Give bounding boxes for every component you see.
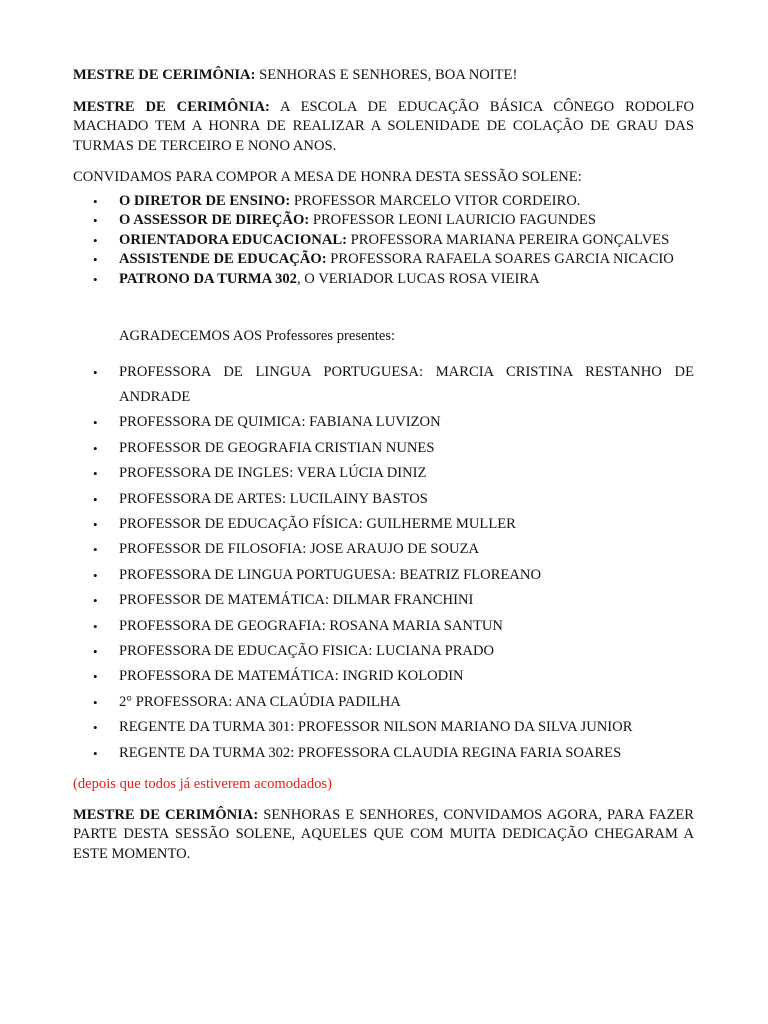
paragraph-greeting bbox=[73, 66, 694, 86]
list-item-text: PROFESSORA DE EDUCAÇÃO FISICA: LUCIANA PRADO bbox=[119, 642, 495, 659]
bullet: • bbox=[93, 516, 98, 532]
list-item-role: O DIRETOR DE ENSINO: bbox=[119, 192, 291, 209]
list-item-text: REGENTE DA TURMA 301: PROFESSOR NILSON MARIANO DA SILVA JUNIOR bbox=[119, 719, 633, 736]
list-item bbox=[73, 487, 694, 512]
list-item-role: O ASSESSOR DE DIREÇÃO: bbox=[119, 212, 310, 228]
list-item bbox=[73, 537, 694, 562]
list-item-text: PROFESSORA DE QUIMICA: FABIANA LUVIZON bbox=[119, 414, 441, 431]
list-item-name: PROFESSORA RAFAELA SOARES GARCIA NICACIO bbox=[326, 251, 674, 267]
list-item-text: PROFESSORA DE INGLES: VERA LÚCIA DINIZ bbox=[119, 465, 427, 482]
list-item-text: PROFESSOR DE FILOSOFIA: JOSE ARAUJO DE SOUZA bbox=[119, 541, 480, 558]
bullet: • bbox=[93, 720, 98, 736]
list-item-text: PROFESSORA DE LINGUA PORTUGUESA: BEATRIZ FLOREANO bbox=[119, 566, 541, 583]
spacer bbox=[73, 289, 694, 327]
list-item bbox=[73, 715, 694, 740]
bullet: • bbox=[93, 466, 98, 482]
list-item-role: ASSISTENDE DE EDUCAÇÃO: bbox=[119, 251, 327, 267]
list-item bbox=[73, 614, 694, 639]
list-item bbox=[73, 211, 694, 231]
list-item bbox=[73, 250, 694, 270]
list-item-text: 2° PROFESSORA: ANA CLAÚDIA PADILHA bbox=[119, 693, 401, 710]
list-item bbox=[73, 690, 694, 715]
bullet: • bbox=[93, 694, 98, 710]
bullet: • bbox=[93, 618, 98, 634]
list-item bbox=[73, 512, 694, 537]
paragraph-closing bbox=[73, 806, 694, 865]
speaker-label: MESTRE DE CERIMÔNIA: bbox=[73, 98, 270, 115]
paragraph-text: A ESCOLA DE EDUCAÇÃO BÁSICA CÔNEGO RODOLFO MACHADO TEM A HONRA DE REALIZAR A SOLENIDADE DE COLAÇÃO DE GRAU DAS TURMAS DE TERCEIRO E NONO ANOS. bbox=[73, 98, 694, 154]
list-item bbox=[73, 639, 694, 664]
stage-note: (depois que todos já estiverem acomodados) bbox=[73, 776, 332, 792]
list-item bbox=[73, 664, 694, 689]
paragraph-invite: CONVIDAMOS PARA COMPOR A MESA DE HONRA DESTA SESSÃO SOLENE: bbox=[73, 169, 582, 185]
list-item bbox=[73, 192, 694, 212]
bullet: • bbox=[93, 213, 98, 228]
list-item bbox=[73, 741, 694, 766]
document-page bbox=[73, 66, 694, 864]
list-item bbox=[73, 563, 694, 588]
list-item bbox=[73, 360, 694, 411]
mesa-list bbox=[73, 192, 694, 290]
list-item bbox=[73, 231, 694, 251]
paragraph-intro bbox=[73, 98, 694, 157]
paragraph-thanks: AGRADECEMOS AOS Professores presentes: bbox=[119, 328, 396, 344]
list-item-text: PROFESSOR DE EDUCAÇÃO FÍSICA: GUILHERME MULLER bbox=[119, 515, 516, 532]
bullet: • bbox=[93, 491, 98, 507]
list-item-text: PROFESSORA DE ARTES: LUCILAINY BASTOS bbox=[119, 490, 428, 507]
list-item bbox=[73, 588, 694, 613]
speaker-label: MESTRE DE CERIMÔNIA: bbox=[73, 67, 256, 83]
paragraph-text: SENHORAS E SENHORES, CONVIDAMOS AGORA, PARA FAZER PARTE DESTA SESSÃO SOLENE, AQUELES QUE COM MUITA DEDICAÇÃO CHEGARAM A ESTE MOMENTO. bbox=[73, 806, 695, 862]
bullet: • bbox=[93, 440, 98, 456]
bullet: • bbox=[93, 542, 98, 558]
list-item-role: PATRONO DA TURMA 302 bbox=[119, 270, 297, 287]
bullet: • bbox=[93, 193, 98, 209]
bullet: • bbox=[93, 232, 98, 248]
list-item bbox=[73, 270, 694, 290]
bullet: • bbox=[93, 415, 98, 431]
list-item-text: PROFESSORA DE MATEMÁTICA: INGRID KOLODIN bbox=[119, 668, 464, 685]
professores-list bbox=[73, 360, 694, 767]
list-item-name: PROFESSOR MARCELO VITOR CORDEIRO. bbox=[290, 192, 581, 209]
list-item-name: PROFESSORA MARIANA PEREIRA GONÇALVES bbox=[346, 231, 670, 248]
list-item-name: PROFESSOR LEONI LAURICIO FAGUNDES bbox=[309, 212, 596, 228]
bullet: • bbox=[93, 252, 98, 267]
bullet: • bbox=[93, 567, 98, 583]
list-item bbox=[73, 461, 694, 486]
bullet: • bbox=[93, 593, 98, 609]
list-item-text: PROFESSOR DE GEOGRAFIA CRISTIAN NUNES bbox=[119, 439, 435, 456]
bullet: • bbox=[93, 643, 98, 659]
list-item-name: , O VERIADOR LUCAS ROSA VIEIRA bbox=[296, 270, 540, 287]
list-item bbox=[73, 410, 694, 435]
list-item-text: PROFESSOR DE MATEMÁTICA: DILMAR FRANCHINI bbox=[119, 592, 474, 609]
list-item bbox=[73, 436, 694, 461]
list-item-text: REGENTE DA TURMA 302: PROFESSORA CLAUDIA REGINA FARIA SOARES bbox=[119, 744, 622, 761]
bullet: • bbox=[93, 271, 98, 287]
bullet: • bbox=[93, 364, 98, 380]
speaker-label: MESTRE DE CERIMÔNIA: bbox=[73, 806, 259, 823]
paragraph-text: SENHORAS E SENHORES, BOA NOITE! bbox=[255, 67, 518, 83]
list-item-text: PROFESSORA DE GEOGRAFIA: ROSANA MARIA SANTUN bbox=[119, 617, 503, 634]
list-item-role: ORIENTADORA EDUCACIONAL: bbox=[119, 231, 347, 248]
bullet: • bbox=[93, 745, 98, 761]
list-item-text: PROFESSORA DE LINGUA PORTUGUESA: MARCIA CRISTINA RESTANHO DE ANDRADE bbox=[119, 363, 694, 405]
bullet: • bbox=[93, 669, 98, 685]
